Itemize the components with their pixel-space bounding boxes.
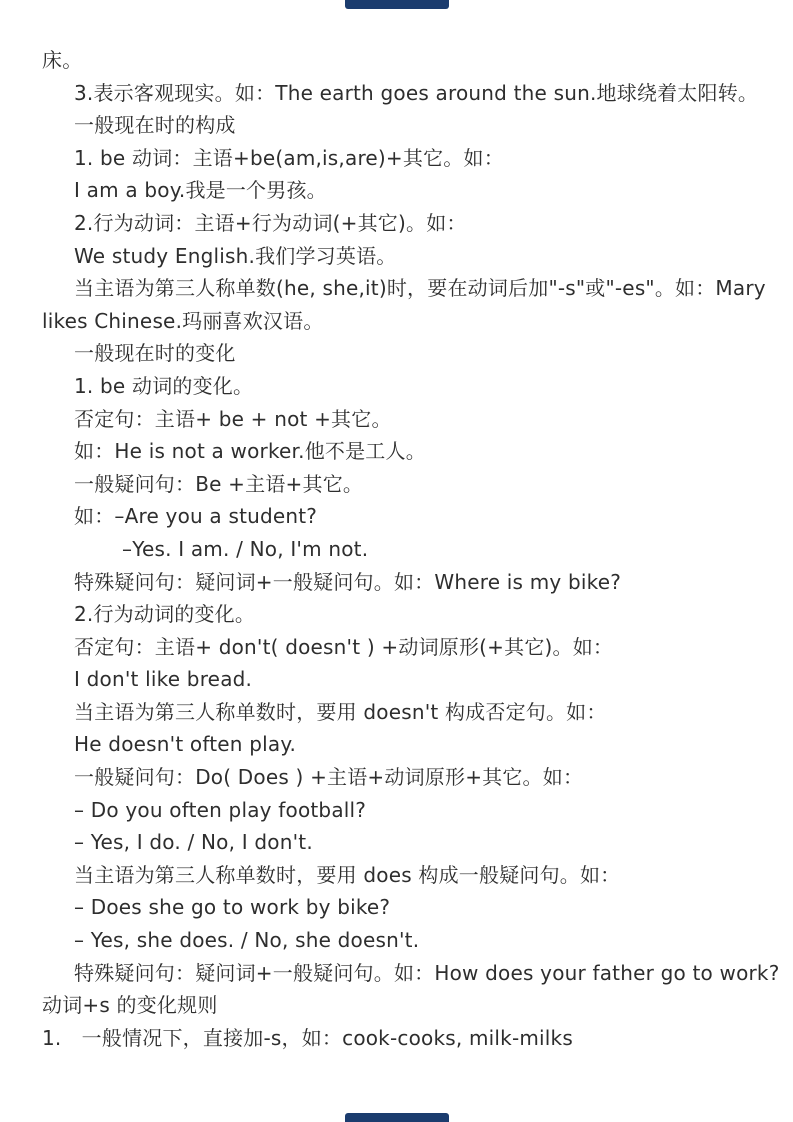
doc-line: We study English.我们学习英语。 <box>74 243 397 268</box>
doc-line: 床。 <box>42 48 83 72</box>
doc-line: He doesn't often play. <box>74 732 297 757</box>
doc-line-section-heading: 一般现在时的构成 <box>74 113 236 138</box>
doc-line: I am a boy.我是一个男孩。 <box>74 178 327 203</box>
doc-line-section-heading: 一般现在时的变化 <box>74 341 236 366</box>
doc-line: 否定句：主语+ don't( doesn't ) +动词原形(+其它)。如： <box>74 634 614 659</box>
doc-line: I don't like bread. <box>74 667 253 692</box>
doc-line: 1. 一般情况下，直接加-s，如：cook-cooks, milk-milks <box>42 1025 573 1050</box>
doc-line: 当主语为第三人称单数时，要用 does 构成一般疑问句。如： <box>74 862 621 887</box>
doc-line: – Do you often play football? <box>74 797 367 822</box>
page-bottom-handle <box>345 1113 449 1122</box>
doc-line: 否定句：主语+ be + not +其它。 <box>74 406 392 431</box>
doc-line: 如：He is not a worker.他不是工人。 <box>74 439 426 464</box>
doc-line: 当主语为第三人称单数(he, she,it)时，要在动词后加"-s"或"-es"。如：Mary <box>74 276 766 301</box>
page-top-handle <box>345 0 449 9</box>
doc-line: 1. be 动词：主语+be(am,is,are)+其它。如： <box>74 145 504 170</box>
doc-line: –Yes. I am. / No, I'm not. <box>122 536 369 561</box>
doc-line: – Yes, I do. / No, I don't. <box>74 830 313 855</box>
doc-line: 特殊疑问句：疑问词+一般疑问句。如：How does your father go to work? <box>74 960 780 985</box>
doc-line: 2.行为动词：主语+行为动词(+其它)。如： <box>74 210 467 235</box>
doc-line: 3.表示客观现实。如：The earth goes around the sun.地球绕着太阳转。 <box>74 80 759 105</box>
document-body <box>42 44 780 1054</box>
doc-line: 2.行为动词的变化。 <box>74 602 256 627</box>
doc-line-section-heading: 动词+s 的变化规则 <box>42 993 218 1018</box>
doc-line: 一般疑问句：Be +主语+其它。 <box>74 471 364 496</box>
doc-line: – Yes, she does. / No, she doesn't. <box>74 928 420 953</box>
doc-line: 特殊疑问句：疑问词+一般疑问句。如：Where is my bike? <box>74 569 622 594</box>
doc-line: 如：–Are you a student? <box>74 504 318 529</box>
doc-line: likes Chinese.玛丽喜欢汉语。 <box>42 308 324 333</box>
doc-line: 一般疑问句：Do( Does ) +主语+动词原形+其它。如： <box>74 765 584 790</box>
doc-line: – Does she go to work by bike? <box>74 895 391 920</box>
doc-line: 1. be 动词的变化。 <box>74 373 254 398</box>
doc-line: 当主语为第三人称单数时，要用 doesn't 构成否定句。如： <box>74 699 607 724</box>
